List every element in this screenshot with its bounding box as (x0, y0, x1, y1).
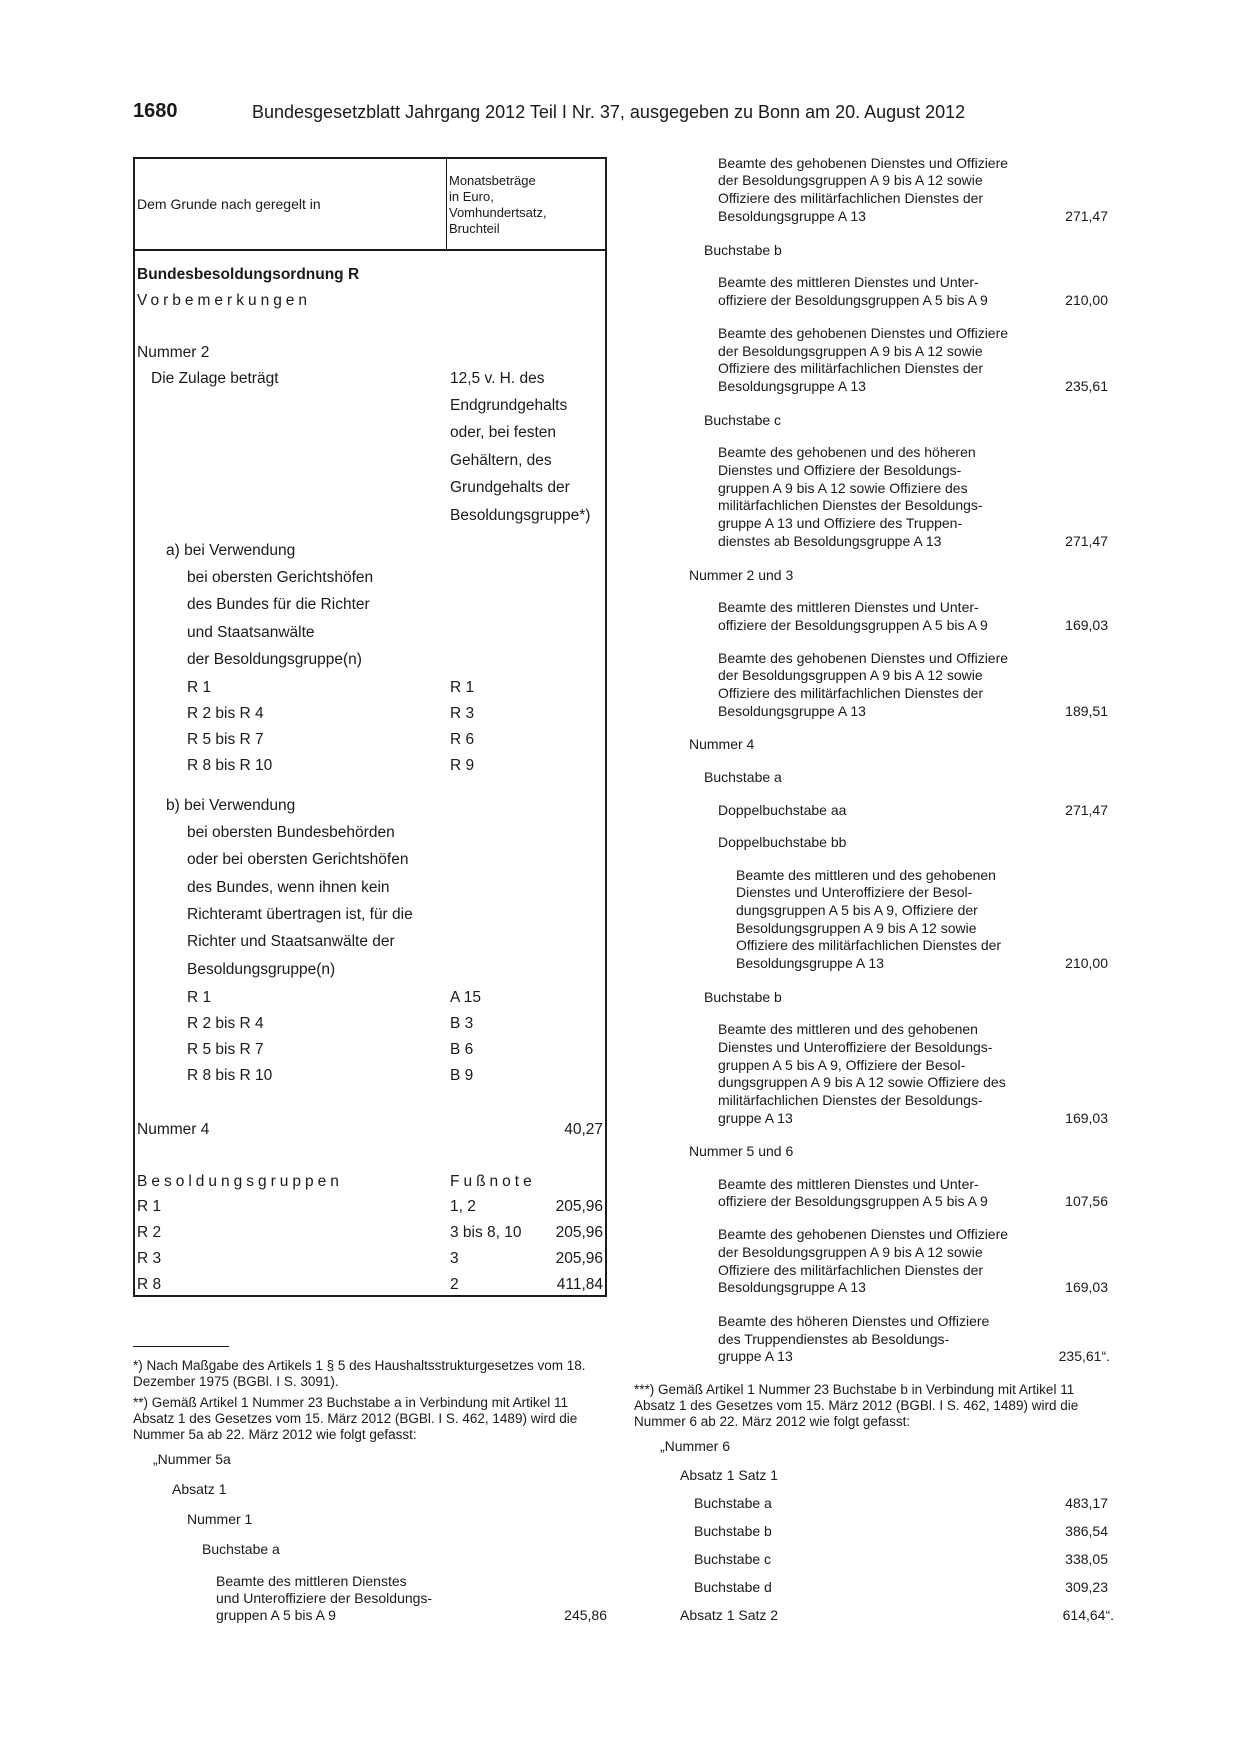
footnote-heading: Fußnote (450, 1173, 536, 1190)
entry-line: Beamte des mittleren Dienstes und Unter- (718, 1176, 979, 1192)
entry-line: gruppe A 13 (718, 1348, 793, 1364)
usage-b-row-group: R 2 bis R 4 (187, 1015, 264, 1032)
page-number: 1680 (133, 100, 178, 122)
entry-line: Beamte des gehobenen und des höheren (718, 444, 976, 460)
footnote-1-text: *) Nach Maßgabe des Artikels 1 § 5 des Haushaltsstrukturgesetzes vom 18. Dezember 1975 (BGBl. I S. 3091). (133, 1358, 586, 1389)
zulage-value-line: Endgrundgehalts (450, 397, 568, 414)
group-row-footnote: 2 (450, 1276, 459, 1293)
entry-value: 169,03 (1065, 617, 1108, 633)
group-row-value: 411,84 (556, 1276, 603, 1293)
entry-line: der Besoldungsgruppen A 9 bis A 12 sowie (718, 343, 983, 359)
subheading: Buchstabe b (704, 242, 782, 258)
subheading: Nummer 5 und 6 (689, 1143, 794, 1159)
table-header-rule (135, 249, 605, 251)
entry-line: Besoldungsgruppe A 13 (718, 1279, 866, 1295)
nummer6-row-label: Buchstabe a (694, 1495, 772, 1511)
usage-a-row-group: R 8 bis R 10 (187, 757, 273, 774)
footnote-3 (634, 1382, 1110, 1430)
absatz1-satz2-value: 614,64“. (1062, 1607, 1114, 1623)
subheading: Nummer 4 (689, 736, 755, 752)
usage-a-row-group: R 5 bis R 7 (187, 731, 264, 748)
usage-b-line: Richteramt übertragen ist, für die (187, 906, 413, 923)
usage-b-row-value: B 6 (450, 1041, 474, 1058)
entry-line: Beamte des mittleren und des gehobenen (736, 867, 996, 883)
zulage-value-line: 12,5 v. H. des (450, 370, 545, 387)
absatz1-satz2: Absatz 1 Satz 2 (680, 1607, 779, 1623)
entry-line: Beamte des mittleren Dienstes und Unter- (718, 274, 979, 290)
section-title: Bundesbesoldungsordnung R (137, 266, 360, 283)
entry-line: Offiziere des militärfachlichen Dienstes der (718, 1262, 984, 1278)
table-header-col2-line: Bruchteil (449, 221, 500, 236)
entry-line: der Besoldungsgruppen A 9 bis A 12 sowie (718, 172, 983, 188)
doppel-aa-label: Doppelbuchstabe aa (718, 802, 847, 818)
table-header-col2-line: in Euro, (449, 189, 494, 204)
entry-line: Offiziere des militärfachlichen Dienstes der (718, 685, 984, 701)
entry-value: 210,00 (1065, 292, 1108, 308)
usage-a-line: und Staatsanwälte (187, 624, 315, 641)
entry-line: Besoldungsgruppen A 9 bis A 12 sowie (736, 920, 977, 936)
nummer6-row-value: 386,54 (1065, 1523, 1108, 1539)
usage-b-line: Richter und Staatsanwälte der (187, 933, 395, 950)
table-header-col2-line: Vomhundertsatz, (449, 205, 547, 220)
nummer6-row-label: Buchstabe b (694, 1523, 772, 1539)
entry-value: 271,47 (1065, 208, 1108, 224)
usage-b-line: Besoldungsgruppe(n) (187, 961, 336, 978)
group-row-footnote: 3 bis 8, 10 (450, 1224, 522, 1241)
footnote-1 (133, 1358, 608, 1390)
nummer6-row-value: 483,17 (1065, 1495, 1108, 1511)
zulage-value-line: Gehältern, des (450, 452, 552, 469)
group-row-name: R 3 (137, 1250, 162, 1267)
subheading: Buchstabe a (704, 769, 782, 785)
entry-value: 210,00 (1065, 955, 1108, 971)
usage-a-line: der Besoldungsgruppe(n) (187, 651, 362, 668)
usage-a-row-value: R 9 (450, 757, 475, 774)
footnote-3-text: ***) Gemäß Artikel 1 Nummer 23 Buchstabe b in Verbindung mit Artikel 11 Absatz 1 des Gesetzes vom 15. März 2012 (BGBl. I S. 462, 1489) wird die Nummer 6 ab 22. März 2012 wie folgt gefasst: (634, 1382, 1079, 1429)
zulage-value-line: oder, bei festen (450, 424, 556, 441)
entry-line: Beamte des gehobenen Dienstes und Offiziere (718, 155, 1009, 171)
entry-line: offiziere der Besoldungsgruppen A 5 bis A 9 (718, 617, 988, 633)
entry-line: dienstes ab Besoldungsgruppe A 13 (718, 533, 942, 549)
footnote-2-text: **) Gemäß Artikel 1 Nummer 23 Buchstabe a in Verbindung mit Artikel 11 Absatz 1 des Gesetzes vom 15. März 2012 (BGBl. I S. 462, 1489) wird die Nummer 5a ab 22. März 2012 wie folgt gefasst: (133, 1395, 578, 1442)
usage-b-row-group: R 5 bis R 7 (187, 1041, 264, 1058)
entry-line: gruppen A 5 bis A 9, Offiziere der Besol- (718, 1057, 966, 1073)
entry-line: gruppen A 9 bis A 12 sowie Offiziere des (718, 480, 968, 496)
entry-line: Besoldungsgruppe A 13 (736, 955, 884, 971)
usage-a-row-value: R 1 (450, 679, 475, 696)
entry-line: Offiziere des militärfachlichen Dienstes der (718, 360, 984, 376)
group-row-value: 205,96 (555, 1250, 603, 1267)
zulage-label: Die Zulage beträgt (151, 370, 279, 387)
usage-b-row-group: R 1 (187, 989, 212, 1006)
entry-line: Beamte des höheren Dienstes und Offiziere (718, 1313, 990, 1329)
quote-nummer1: Nummer 1 (187, 1511, 253, 1527)
nummer6-row-value: 309,23 (1065, 1579, 1108, 1595)
table-header-col2-line: Monatsbeträge (449, 173, 536, 188)
entry-value: 169,03 (1065, 1279, 1108, 1295)
usage-b-row-group: R 8 bis R 10 (187, 1067, 273, 1084)
nummer6-row-label: Buchstabe c (694, 1551, 772, 1567)
entry-line: offiziere der Besoldungsgruppen A 5 bis A 9 (718, 1193, 988, 1209)
group-row-name: R 8 (137, 1276, 162, 1293)
entry-line: des Truppendienstes ab Besoldungs- (718, 1331, 950, 1347)
footnote-rule (133, 1346, 229, 1347)
nummer2-heading: Nummer 2 (137, 344, 210, 361)
footnote-2 (133, 1395, 608, 1443)
usage-a-row-group: R 1 (187, 679, 212, 696)
entry-line: Dienstes und Offiziere der Besoldungs- (718, 462, 962, 478)
quote-entry-line: Beamte des mittleren Dienstes (216, 1573, 407, 1589)
subheading: Buchstabe b (704, 989, 782, 1005)
groups-heading: Besoldungsgruppen (137, 1173, 343, 1190)
table-column-divider (446, 159, 447, 251)
usage-a-row-group: R 2 bis R 4 (187, 705, 264, 722)
usage-b-row-value: B 9 (450, 1067, 474, 1084)
usage-b-line: oder bei obersten Gerichtshöfen (187, 851, 409, 868)
entry-line: Beamte des mittleren und des gehobenen (718, 1021, 978, 1037)
entry-value: 107,56 (1065, 1193, 1108, 1209)
group-row-name: R 2 (137, 1224, 162, 1241)
entry-line: Besoldungsgruppe A 13 (718, 703, 866, 719)
entry-line: Besoldungsgruppe A 13 (718, 208, 866, 224)
entry-line: Offiziere des militärfachlichen Dienstes der (736, 937, 1002, 953)
entry-line: gruppe A 13 (718, 1110, 793, 1126)
entry-line: Beamte des gehobenen Dienstes und Offiziere (718, 325, 1009, 341)
nummer6-row-value: 338,05 (1065, 1551, 1108, 1567)
subheading: Nummer 2 und 3 (689, 567, 794, 583)
quote-nummer6: „Nummer 6 (660, 1438, 731, 1454)
prelim-heading: Vorbemerkungen (137, 292, 312, 309)
entry-value: 271,47 (1065, 533, 1108, 549)
usage-b-row-value: B 3 (450, 1015, 474, 1032)
nummer4-label: Nummer 4 (137, 1121, 210, 1138)
usage-a-label: a) bei Verwendung (166, 542, 296, 559)
entry-line: Offiziere des militärfachlichen Dienstes der (718, 190, 984, 206)
entry-line: militärfachlichen Dienstes der Besoldungs- (718, 1092, 983, 1108)
quote-buchstabe-a: Buchstabe a (202, 1541, 280, 1557)
zulage-value-line: Besoldungsgruppe*) (450, 507, 591, 524)
group-row-value: 205,96 (555, 1198, 603, 1215)
usage-a-line: bei obersten Gerichtshöfen (187, 569, 374, 586)
entry-line: offiziere der Besoldungsgruppen A 5 bis A 9 (718, 292, 988, 308)
table-header-col1: Dem Grunde nach geregelt in (137, 196, 321, 212)
entry-line: der Besoldungsgruppen A 9 bis A 12 sowie (718, 667, 983, 683)
usage-a-line: des Bundes für die Richter (187, 596, 370, 613)
page-title: Bundesgesetzblatt Jahrgang 2012 Teil I Nr. 37, ausgegeben zu Bonn am 20. August 2012 (252, 102, 966, 122)
entry-value: 235,61 (1065, 378, 1108, 394)
absatz1-satz1: Absatz 1 Satz 1 (680, 1467, 779, 1483)
quote-entry-line: gruppen A 5 bis A 9 (216, 1607, 336, 1623)
quote-nummer5a: „Nummer 5a (153, 1451, 231, 1467)
entry-line: der Besoldungsgruppen A 9 bis A 12 sowie (718, 1244, 983, 1260)
zulage-value-line: Grundgehalts der (450, 479, 570, 496)
group-row-footnote: 1, 2 (450, 1198, 476, 1215)
entry-line: Beamte des mittleren Dienstes und Unter- (718, 599, 979, 615)
quote-entry-value: 245,86 (564, 1607, 607, 1623)
entry-value: 189,51 (1065, 703, 1108, 719)
entry-line: dungsgruppen A 5 bis A 9, Offiziere der (736, 902, 978, 918)
group-row-name: R 1 (137, 1198, 162, 1215)
entry-value: 169,03 (1065, 1110, 1108, 1126)
entry-line: Besoldungsgruppe A 13 (718, 378, 866, 394)
entry-line: Dienstes und Unteroffiziere der Besoldungs- (718, 1039, 993, 1055)
nummer6-row-label: Buchstabe d (694, 1579, 772, 1595)
quote-entry-line: und Unteroffiziere der Besoldungs- (216, 1590, 433, 1606)
entry-line: Dienstes und Unteroffiziere der Besol- (736, 884, 973, 900)
entry-line: Beamte des gehobenen Dienstes und Offiziere (718, 650, 1009, 666)
usage-b-line: des Bundes, wenn ihnen kein (187, 879, 390, 896)
entry-line: dungsgruppen A 9 bis A 12 sowie Offiziere des (718, 1074, 1006, 1090)
entry-line: Beamte des gehobenen Dienstes und Offiziere (718, 1226, 1009, 1242)
usage-b-label: b) bei Verwendung (166, 797, 296, 814)
entry-line: militärfachlichen Dienstes der Besoldungs- (718, 497, 983, 513)
doppel-aa-value: 271,47 (1065, 802, 1108, 818)
usage-a-row-value: R 3 (450, 705, 475, 722)
doppel-bb-label: Doppelbuchstabe bb (718, 834, 847, 850)
entry-line: gruppe A 13 und Offiziere des Truppen- (718, 515, 963, 531)
quote-absatz1: Absatz 1 (172, 1481, 227, 1497)
subheading: Buchstabe c (704, 412, 782, 428)
group-row-value: 205,96 (555, 1224, 603, 1241)
usage-b-line: bei obersten Bundesbehörden (187, 824, 395, 841)
usage-a-row-value: R 6 (450, 731, 475, 748)
group-row-footnote: 3 (450, 1250, 459, 1267)
entry-value: 235,61“. (1058, 1348, 1110, 1364)
usage-b-row-value: A 15 (450, 989, 482, 1006)
nummer4-value: 40,27 (564, 1121, 603, 1138)
